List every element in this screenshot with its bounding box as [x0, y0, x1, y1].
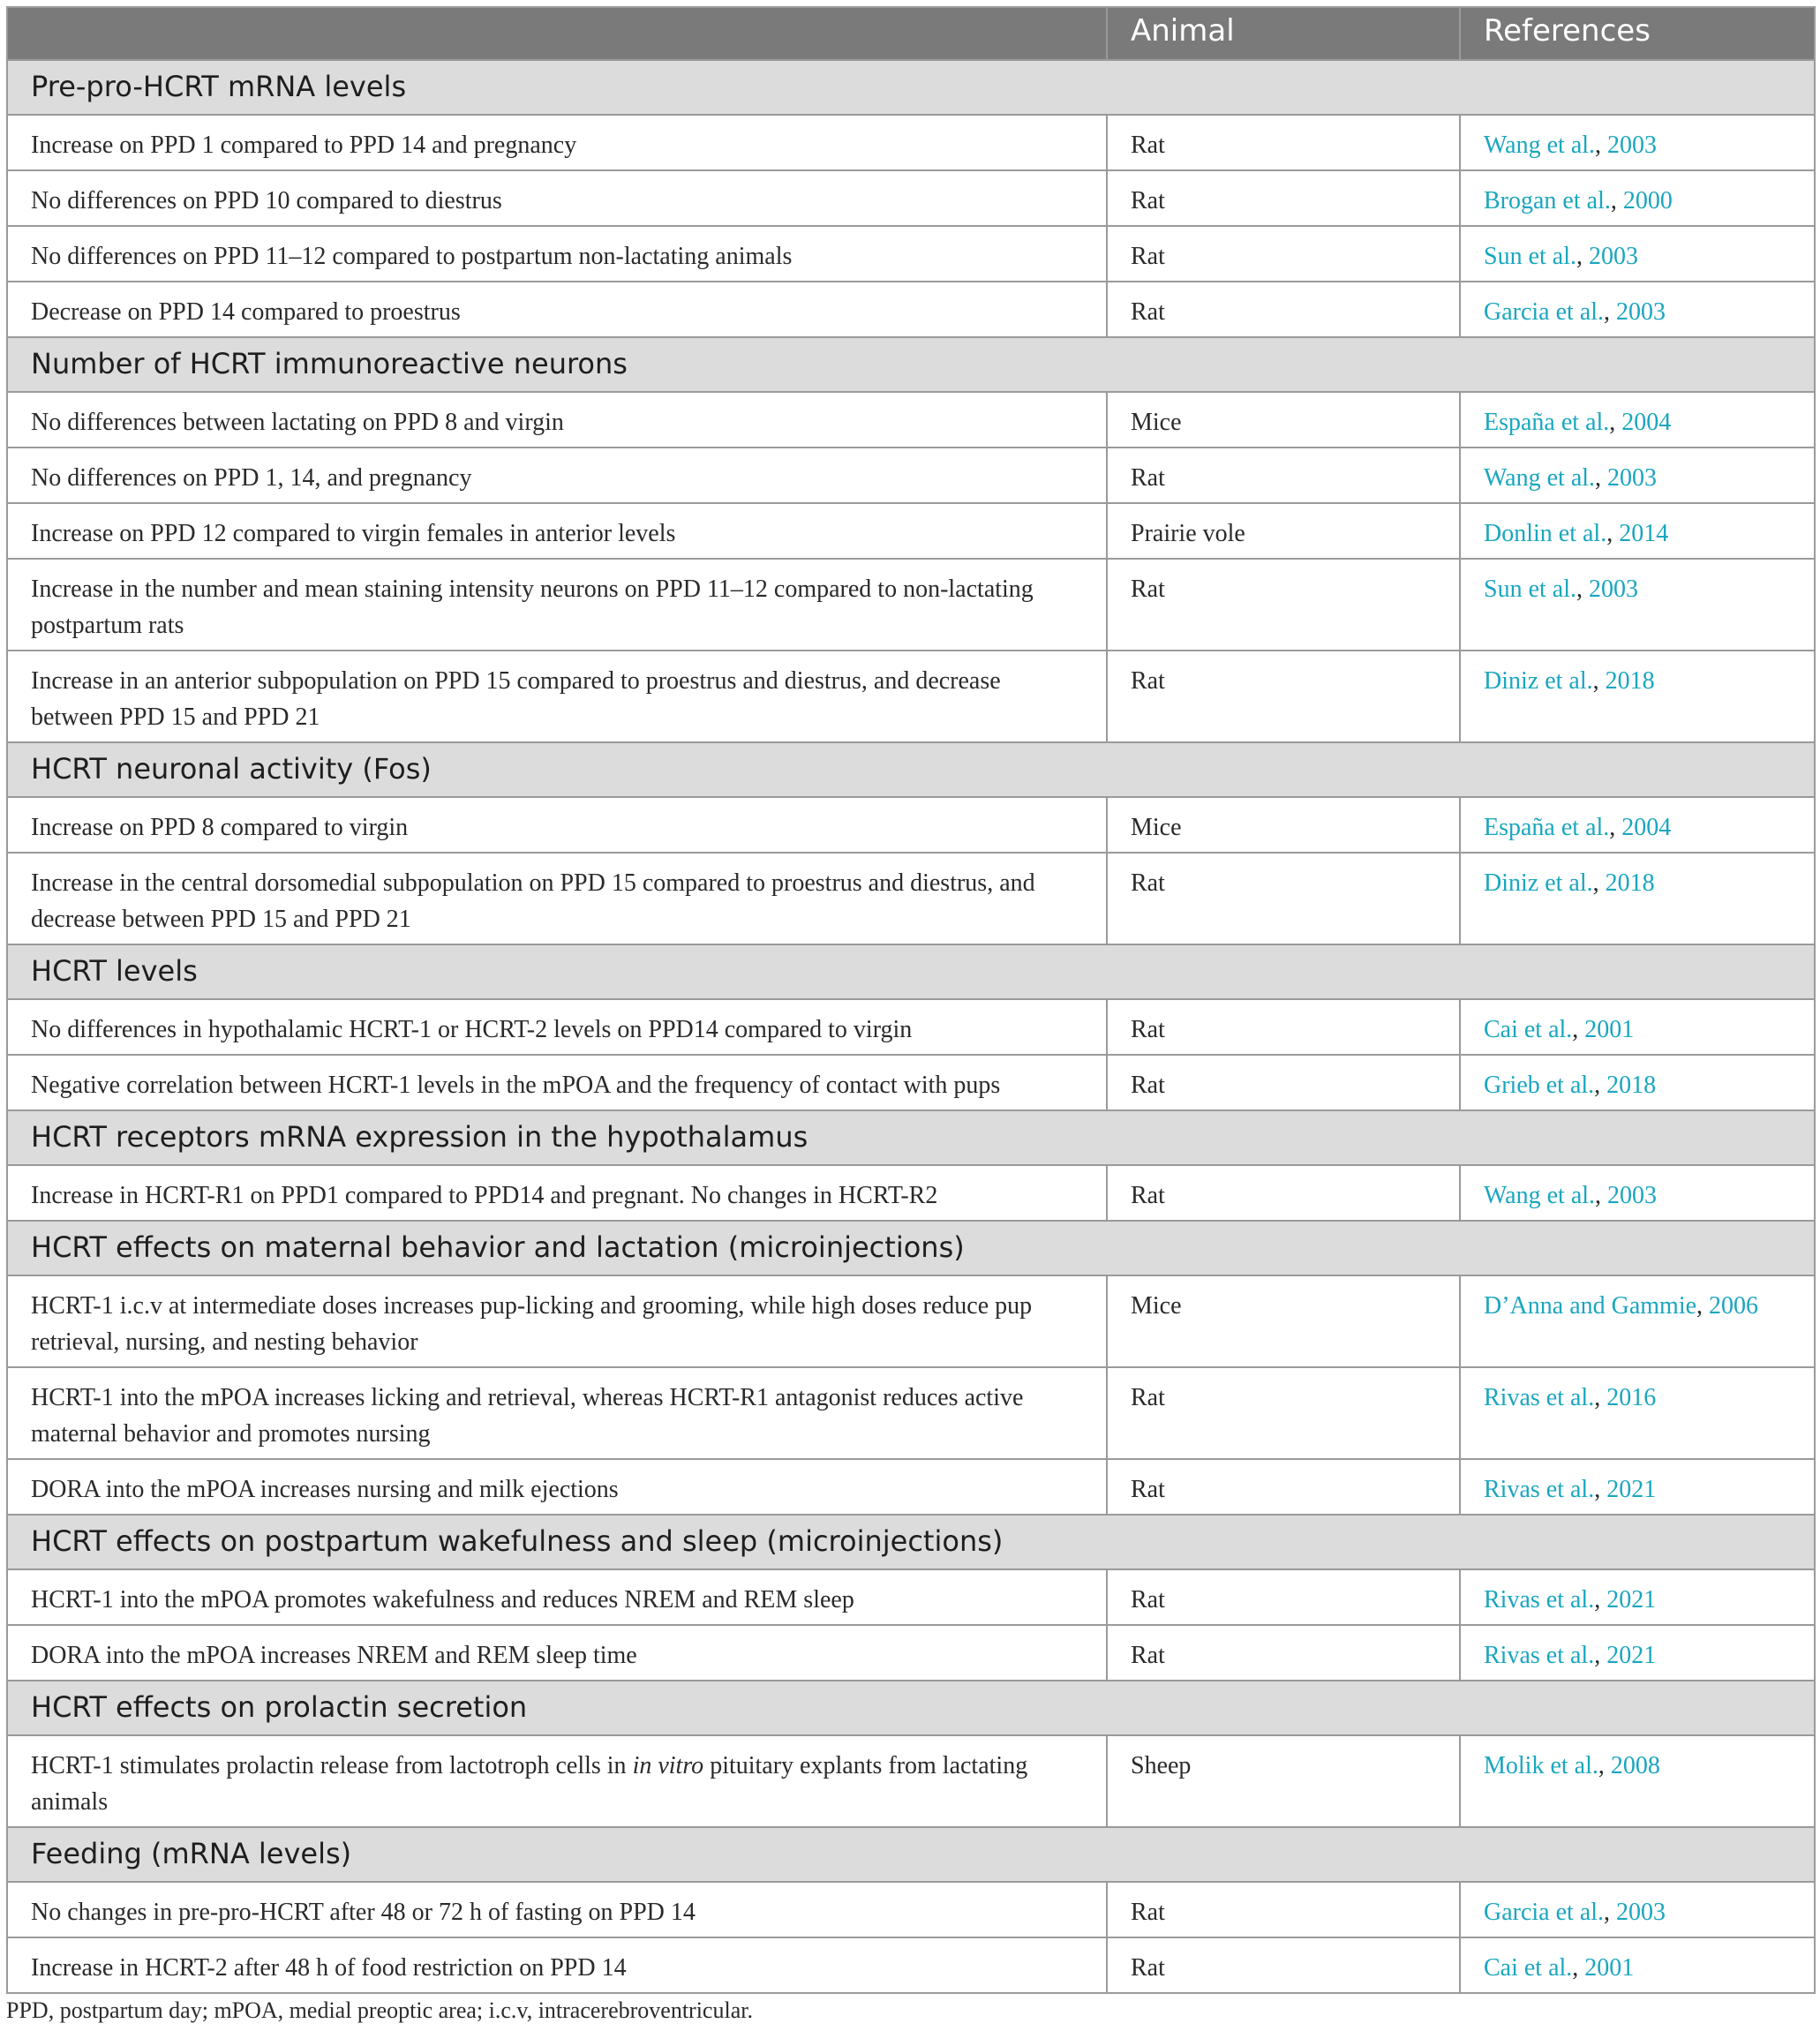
section-title: HCRT effects on postpartum wakefulness and sleep (microinjections)	[7, 1515, 1815, 1569]
section-title: Number of HCRT immunoreactive neurons	[7, 337, 1815, 392]
reference-separator: ,	[1595, 1182, 1608, 1209]
reference-separator: ,	[1576, 575, 1589, 603]
table-body	[7, 60, 1815, 1993]
animal-cell: Rat	[1107, 651, 1460, 742]
section-header-row	[7, 60, 1815, 115]
reference-cell	[1460, 1625, 1815, 1681]
reference-year-link[interactable]: 2003	[1607, 1182, 1658, 1209]
reference-separator: ,	[1572, 1954, 1585, 1982]
finding-cell: No differences between lactating on PPD 8 and virgin	[7, 392, 1107, 448]
reference-cell	[1460, 170, 1815, 226]
reference-authors-link[interactable]: Garcia et al.	[1484, 1899, 1605, 1926]
reference-separator: ,	[1604, 1899, 1617, 1926]
animal-cell: Rat	[1107, 282, 1460, 337]
reference-separator: ,	[1598, 1752, 1611, 1779]
reference-cell	[1460, 1055, 1815, 1110]
reference-cell	[1460, 226, 1815, 282]
reference-separator: ,	[1594, 1476, 1607, 1503]
animal-cell: Rat	[1107, 999, 1460, 1055]
animal-cell: Rat	[1107, 1459, 1460, 1515]
reference-authors-link[interactable]: Rivas et al.	[1484, 1476, 1595, 1503]
table-row	[7, 170, 1815, 226]
finding-cell: HCRT-1 i.c.v at intermediate doses increases pup-licking and grooming, while high doses reduce pup retrieval, nursing, and nesting behavior	[7, 1275, 1107, 1367]
reference-separator: ,	[1610, 187, 1623, 214]
reference-separator: ,	[1595, 132, 1608, 159]
reference-authors-link[interactable]: Wang et al.	[1484, 132, 1596, 159]
reference-authors-link[interactable]: D’Anna and Gammie	[1484, 1292, 1697, 1320]
reference-year-link[interactable]: 2003	[1616, 1899, 1666, 1926]
reference-year-link[interactable]: 2016	[1606, 1384, 1657, 1411]
animal-cell: Rat	[1107, 448, 1460, 503]
reference-separator: ,	[1594, 1642, 1607, 1669]
section-header-row	[7, 1827, 1815, 1882]
animal-cell: Rat	[1107, 1165, 1460, 1221]
animal-cell: Sheep	[1107, 1735, 1460, 1827]
table-header-row	[7, 7, 1815, 60]
finding-cell: HCRT-1 into the mPOA promotes wakefulness and reduces NREM and REM sleep	[7, 1569, 1107, 1625]
reference-authors-link[interactable]: España et al.	[1484, 814, 1610, 841]
reference-separator: ,	[1606, 520, 1620, 547]
reference-year-link[interactable]: 2001	[1584, 1016, 1635, 1043]
finding-cell: No differences on PPD 11–12 compared to postpartum non-lactating animals	[7, 226, 1107, 282]
table-row	[7, 392, 1815, 448]
reference-separator: ,	[1609, 409, 1622, 436]
reference-authors-link[interactable]: Diniz et al.	[1484, 667, 1593, 695]
finding-cell: No differences in hypothalamic HCRT-1 or HCRT-2 levels on PPD14 compared to virgin	[7, 999, 1107, 1055]
reference-authors-link[interactable]: Rivas et al.	[1484, 1586, 1595, 1614]
reference-cell	[1460, 559, 1815, 651]
table-row	[7, 115, 1815, 170]
reference-separator: ,	[1572, 1016, 1585, 1043]
reference-cell	[1460, 1459, 1815, 1515]
section-title: HCRT receptors mRNA expression in the hypothalamus	[7, 1110, 1815, 1165]
reference-cell	[1460, 1937, 1815, 1993]
reference-authors-link[interactable]: Sun et al.	[1484, 575, 1576, 603]
finding-italic-text: in vitro	[632, 1752, 704, 1779]
reference-authors-link[interactable]: Brogan et al.	[1484, 187, 1611, 214]
reference-authors-link[interactable]: Sun et al.	[1484, 243, 1576, 270]
finding-cell: Increase in the number and mean staining intensity neurons on PPD 11–12 compared to non-lactating postpartum rats	[7, 559, 1107, 651]
animal-cell: Rat	[1107, 1937, 1460, 1993]
reference-separator: ,	[1594, 1586, 1607, 1614]
table-row	[7, 1625, 1815, 1681]
reference-separator: ,	[1595, 464, 1608, 492]
reference-cell	[1460, 392, 1815, 448]
reference-cell	[1460, 115, 1815, 170]
reference-authors-link[interactable]: Molik et al.	[1484, 1752, 1598, 1779]
reference-year-link[interactable]: 2003	[1589, 575, 1638, 603]
section-header-row	[7, 944, 1815, 999]
section-header-row	[7, 1110, 1815, 1165]
reference-year-link[interactable]: 2001	[1584, 1954, 1635, 1982]
table-row	[7, 1735, 1815, 1827]
table-row	[7, 448, 1815, 503]
animal-cell: Prairie vole	[1107, 503, 1460, 559]
finding-cell: Increase on PPD 1 compared to PPD 14 and pregnancy	[7, 115, 1107, 170]
hcrt-findings-table	[6, 6, 1816, 1994]
animal-cell: Rat	[1107, 1569, 1460, 1625]
reference-year-link[interactable]: 2003	[1607, 132, 1658, 159]
reference-separator: ,	[1604, 298, 1617, 326]
table-row	[7, 503, 1815, 559]
finding-cell: No differences on PPD 10 compared to diestrus	[7, 170, 1107, 226]
reference-cell	[1460, 282, 1815, 337]
animal-cell: Rat	[1107, 1367, 1460, 1459]
header-animal: Animal	[1107, 7, 1460, 60]
reference-year-link[interactable]: 2004	[1621, 409, 1672, 436]
reference-year-link[interactable]: 2003	[1616, 298, 1666, 326]
table-row	[7, 226, 1815, 282]
reference-separator: ,	[1696, 1292, 1710, 1320]
reference-year-link[interactable]: 2021	[1606, 1642, 1657, 1669]
reference-cell	[1460, 448, 1815, 503]
reference-authors-link[interactable]: Wang et al.	[1484, 1182, 1596, 1209]
reference-year-link[interactable]: 2004	[1621, 814, 1672, 841]
animal-cell: Rat	[1107, 1882, 1460, 1937]
finding-cell: Increase in HCRT-2 after 48 h of food restriction on PPD 14	[7, 1937, 1107, 1993]
reference-cell	[1460, 797, 1815, 853]
table-row	[7, 1569, 1815, 1625]
reference-cell	[1460, 1165, 1815, 1221]
table-row	[7, 1937, 1815, 1993]
reference-year-link[interactable]: 2003	[1607, 464, 1658, 492]
reference-authors-link[interactable]: Wang et al.	[1484, 464, 1596, 492]
finding-cell: Increase in an anterior subpopulation on PPD 15 compared to proestrus and diestrus, and decrease between PPD 15 and PPD 21	[7, 651, 1107, 742]
reference-authors-link[interactable]: Diniz et al.	[1484, 869, 1593, 897]
reference-separator: ,	[1594, 1384, 1607, 1411]
finding-cell: Increase on PPD 12 compared to virgin females in anterior levels	[7, 503, 1107, 559]
table-footnote: PPD, postpartum day; mPOA, medial preoptic area; i.c.v, intracerebroventricular.	[6, 1997, 753, 2023]
finding-cell: No changes in pre-pro-HCRT after 48 or 72 h of fasting on PPD 14	[7, 1882, 1107, 1937]
table-row	[7, 1165, 1815, 1221]
header-finding-cell	[7, 7, 1107, 60]
finding-cell: No differences on PPD 1, 14, and pregnancy	[7, 448, 1107, 503]
reference-year-link[interactable]: 2006	[1709, 1292, 1759, 1320]
animal-cell: Mice	[1107, 797, 1460, 853]
finding-cell: Increase in HCRT-R1 on PPD1 compared to PPD14 and pregnant. No changes in HCRT-R2	[7, 1165, 1107, 1221]
animal-cell: Mice	[1107, 392, 1460, 448]
reference-separator: ,	[1592, 869, 1606, 897]
section-title: Pre-pro-HCRT mRNA levels	[7, 60, 1815, 115]
animal-cell: Rat	[1107, 226, 1460, 282]
reference-separator: ,	[1576, 243, 1589, 270]
section-header-row	[7, 337, 1815, 392]
table-row	[7, 1275, 1815, 1367]
table-row	[7, 1367, 1815, 1459]
section-header-row	[7, 1681, 1815, 1735]
reference-authors-link[interactable]: Cai et al.	[1484, 1954, 1573, 1982]
animal-cell: Rat	[1107, 559, 1460, 651]
section-title: HCRT effects on prolactin secretion	[7, 1681, 1815, 1735]
reference-separator: ,	[1592, 667, 1606, 695]
finding-cell: DORA into the mPOA increases nursing and milk ejections	[7, 1459, 1107, 1515]
reference-cell	[1460, 999, 1815, 1055]
reference-year-link[interactable]: 2021	[1606, 1586, 1657, 1614]
reference-year-link[interactable]: 2018	[1606, 1072, 1657, 1099]
reference-cell	[1460, 503, 1815, 559]
table-row	[7, 651, 1815, 742]
table-row	[7, 1882, 1815, 1937]
reference-cell	[1460, 1569, 1815, 1625]
section-title: HCRT levels	[7, 944, 1815, 999]
reference-year-link[interactable]: 2003	[1589, 243, 1638, 270]
reference-year-link[interactable]: 2000	[1622, 187, 1673, 214]
table-row	[7, 559, 1815, 651]
finding-text: pituitary explants from lactating animals	[31, 1752, 1028, 1816]
reference-authors-link[interactable]: Garcia et al.	[1484, 298, 1605, 326]
table-row	[7, 1459, 1815, 1515]
reference-authors-link[interactable]: Rivas et al.	[1484, 1384, 1595, 1411]
animal-cell: Rat	[1107, 170, 1460, 226]
finding-cell: DORA into the mPOA increases NREM and REM sleep time	[7, 1625, 1107, 1681]
finding-cell: Increase on PPD 8 compared to virgin	[7, 797, 1107, 853]
table-row	[7, 853, 1815, 944]
reference-authors-link[interactable]: Donlin et al.	[1484, 520, 1607, 547]
reference-cell	[1460, 651, 1815, 742]
reference-cell	[1460, 1367, 1815, 1459]
section-title: Feeding (mRNA levels)	[7, 1827, 1815, 1882]
animal-cell: Rat	[1107, 115, 1460, 170]
finding-cell: Negative correlation between HCRT-1 levels in the mPOA and the frequency of contact with pups	[7, 1055, 1107, 1110]
reference-authors-link[interactable]: España et al.	[1484, 409, 1610, 436]
section-header-row	[7, 1221, 1815, 1275]
section-title: HCRT effects on maternal behavior and lactation (microinjections)	[7, 1221, 1815, 1275]
section-header-row	[7, 1515, 1815, 1569]
finding-cell: Decrease on PPD 14 compared to proestrus	[7, 282, 1107, 337]
reference-year-link[interactable]: 2018	[1605, 869, 1655, 897]
reference-cell	[1460, 1882, 1815, 1937]
header-references: References	[1460, 7, 1815, 60]
reference-cell	[1460, 1275, 1815, 1367]
reference-authors-link[interactable]: Cai et al.	[1484, 1016, 1573, 1043]
table-row	[7, 797, 1815, 853]
finding-cell: HCRT-1 into the mPOA increases licking and retrieval, whereas HCRT-R1 antagonist reduces active maternal behavior and promotes nursing	[7, 1367, 1107, 1459]
table-row	[7, 1055, 1815, 1110]
animal-cell: Mice	[1107, 1275, 1460, 1367]
animal-cell: Rat	[1107, 853, 1460, 944]
section-header-row	[7, 742, 1815, 797]
animal-cell: Rat	[1107, 1625, 1460, 1681]
reference-year-link[interactable]: 2018	[1605, 667, 1655, 695]
reference-separator: ,	[1594, 1072, 1607, 1099]
finding-cell	[7, 1735, 1107, 1827]
reference-authors-link[interactable]: Rivas et al.	[1484, 1642, 1595, 1669]
table-row	[7, 999, 1815, 1055]
reference-year-link[interactable]: 2021	[1606, 1476, 1657, 1503]
reference-cell	[1460, 853, 1815, 944]
reference-cell	[1460, 1735, 1815, 1827]
animal-cell: Rat	[1107, 1055, 1460, 1110]
finding-text: HCRT-1 stimulates prolactin release from lactotroph cells in	[31, 1752, 633, 1779]
reference-year-link[interactable]: 2008	[1610, 1752, 1660, 1779]
reference-authors-link[interactable]: Grieb et al.	[1484, 1072, 1595, 1099]
reference-separator: ,	[1609, 814, 1622, 841]
reference-year-link[interactable]: 2014	[1619, 520, 1669, 547]
finding-cell: Increase in the central dorsomedial subpopulation on PPD 15 compared to proestrus and diestrus, and decrease between PPD 15 and PPD 21	[7, 853, 1107, 944]
table-row	[7, 282, 1815, 337]
section-title: HCRT neuronal activity (Fos)	[7, 742, 1815, 797]
